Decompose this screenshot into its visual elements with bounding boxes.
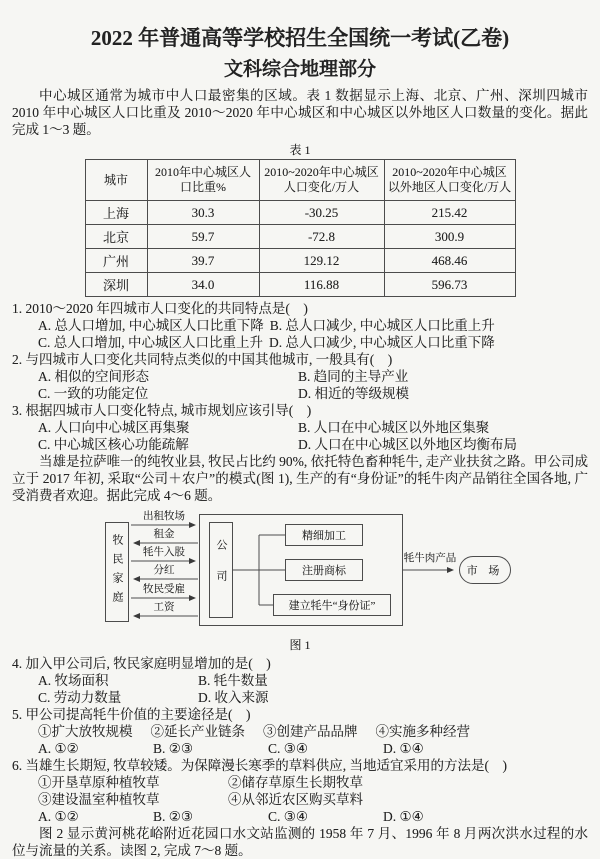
question-5-sub-items <box>12 723 588 740</box>
question-1 <box>12 300 588 351</box>
flow-label-dividend: 分红 <box>153 565 175 576</box>
table-cell: 59.7 <box>147 225 259 249</box>
flow-label-rent: 租金 <box>153 529 175 540</box>
flow-label-rent-out-pasture: 出租牧场 <box>143 511 185 522</box>
figure-1-caption: 图 1 <box>289 638 311 652</box>
question-5-sub-3: ③创建产品品牌 <box>263 724 358 739</box>
intro-paragraph-2: 当雄是拉萨唯一的纯牧业县, 牧民占比约 90%, 依托特色畜种牦牛, 走产业扶贫之路。甲公司成立于 2017 年初, 采取“公司＋农户”的模式(图 1), 生产的有“身份证”的牦牛肉产品销往全国各地, 广受消费者欢迎。据此完成 4～6 题。 <box>12 454 588 503</box>
question-5-stem: 5. 甲公司提高牦牛价值的主要途径是( ) <box>12 707 251 722</box>
page-title: 2022 年普通高等学校招生全国统一考试(乙卷) <box>90 26 510 50</box>
table-cell: 北京 <box>85 225 147 249</box>
process-trademark-box: 注册商标 <box>285 559 363 581</box>
question-6-sub-2: ②储存草原生长期牧草 <box>228 775 363 790</box>
question-1-stem: 1. 2010～2020 年四城市人口变化的共同特点是( ) <box>12 301 308 316</box>
question-4-option-a: A. 牧场面积 <box>38 673 109 688</box>
question-2-option-a: A. 相似的空间形态 <box>38 369 149 384</box>
table-cell: 300.9 <box>384 225 515 249</box>
question-5-option-d: D. ①④ <box>383 741 424 756</box>
table-cell: 广州 <box>85 249 147 273</box>
table-cell: 129.12 <box>259 249 384 273</box>
question-6-sub-4: ④从邻近农区购买草料 <box>228 792 363 807</box>
question-1-option-a: A. 总人口增加, 中心城区人口比重下降 <box>38 318 264 333</box>
product-arrow-label: 牦牛肉产品 <box>403 553 457 564</box>
question-5-option-a: A. ①② <box>38 741 79 756</box>
table-cell: 34.0 <box>147 273 259 297</box>
question-3-option-b: B. 人口在中心城区以外地区集聚 <box>298 420 490 435</box>
flow-label-wages: 工资 <box>153 602 175 613</box>
question-4 <box>12 655 588 706</box>
table-cell: 468.46 <box>384 249 515 273</box>
question-2-stem: 2. 与四城市人口变化共同特点类似的中国其他城市, 一般具有( ) <box>12 352 393 367</box>
figure-1 <box>12 508 588 653</box>
question-4-option-b: B. 牦牛数量 <box>198 673 268 688</box>
question-3-stem: 3. 根据四城市人口变化特点, 城市规划应该引导( ) <box>12 403 312 418</box>
table-cell: 39.7 <box>147 249 259 273</box>
intro-paragraph-3: 图 2 显示黄河桃花峪附近花园口水文站监测的 1958 年 7 月、1996 年 8 月两次洪水过程的水位与流量的关系。读图 2, 完成 7～8 题。 <box>12 826 588 858</box>
question-4-stem: 4. 加入甲公司后, 牧民家庭明显增加的是( ) <box>12 656 271 671</box>
question-5-sub-1: ①扩大放牧规模 <box>38 724 133 739</box>
question-1-options <box>12 317 588 351</box>
question-5-sub-2: ②延长产业链条 <box>150 724 245 739</box>
table-cell: -72.8 <box>259 225 384 249</box>
table-header-central-change: 2010~2020年中心城区人口变化/万人 <box>259 160 384 201</box>
question-2 <box>12 351 588 402</box>
question-3 <box>12 402 588 453</box>
question-3-option-a: A. 人口向中心城区再集聚 <box>38 420 190 435</box>
question-6 <box>12 757 588 825</box>
herder-family-label: 牧民家庭 <box>111 534 123 610</box>
table-cell: 深圳 <box>85 273 147 297</box>
question-5-options <box>12 740 588 757</box>
question-6-option-b: B. ②③ <box>153 809 193 824</box>
company-herder-flow-diagram <box>85 508 515 634</box>
question-2-option-c: C. 一致的功能定位 <box>38 386 149 401</box>
question-1-option-d: D. 总人口减少, 中心城区人口比重下降 <box>269 335 495 350</box>
question-1-option-c: C. 总人口增加, 中心城区人口比重上升 <box>38 335 264 350</box>
table-1 <box>85 159 516 297</box>
question-6-option-d: D. ①④ <box>383 809 424 824</box>
intro-paragraph-1: 中心城区通常为城市中人口最密集的区域。表 1 数据显示上海、北京、广州、深圳四城市 2010 年中心城区人口比重及 2010～2020 年中心城区和中心城区以外地区人口数量的变化。据此完成 1～3 题。 <box>12 88 588 137</box>
flow-label-yak-shares: 牦牛入股 <box>143 547 185 558</box>
question-2-option-b: B. 趋同的主导产业 <box>298 369 409 384</box>
question-6-sub-1: ①开垦草原种植牧草 <box>38 775 160 790</box>
question-4-option-d: D. 收入来源 <box>198 690 269 705</box>
table-row <box>85 249 515 273</box>
question-4-options <box>12 672 588 706</box>
company-box <box>209 522 233 618</box>
question-6-options <box>12 808 588 825</box>
question-6-option-a: A. ①② <box>38 809 79 824</box>
table-row <box>85 225 515 249</box>
question-5 <box>12 706 588 757</box>
process-fine-processing-box: 精细加工 <box>285 524 363 546</box>
table-cell: 596.73 <box>384 273 515 297</box>
flow-label-herders-employed: 牧民受雇 <box>143 584 185 595</box>
table-header-row <box>85 160 515 201</box>
table-cell: 215.42 <box>384 201 515 225</box>
question-5-option-c: C. ③④ <box>268 741 308 756</box>
table-header-city: 城市 <box>85 160 147 201</box>
question-1-option-b: B. 总人口减少, 中心城区人口比重上升 <box>269 318 495 333</box>
question-6-sub-3: ③建设温室种植牧草 <box>38 792 160 807</box>
table-row <box>85 201 515 225</box>
question-6-option-c: C. ③④ <box>268 809 308 824</box>
table-row <box>85 273 515 297</box>
question-3-options <box>12 419 588 453</box>
question-5-option-b: B. ②③ <box>153 741 193 756</box>
herder-family-box <box>105 522 129 622</box>
question-3-option-d: D. 人口在中心城区以外地区均衡布局 <box>298 437 517 452</box>
question-4-option-c: C. 劳动力数量 <box>38 690 122 705</box>
question-2-options <box>12 368 588 402</box>
question-5-sub-4: ④实施多种经营 <box>375 724 470 739</box>
company-label: 公司 <box>215 539 227 601</box>
table-cell: 上海 <box>85 201 147 225</box>
table-1-caption: 表 1 <box>289 143 311 157</box>
process-yak-id-box: 建立牦牛“身份证” <box>273 594 391 616</box>
table-cell: 116.88 <box>259 273 384 297</box>
table-cell: -30.25 <box>259 201 384 225</box>
question-2-option-d: D. 相近的等级规模 <box>298 386 409 401</box>
table-cell: 30.3 <box>147 201 259 225</box>
question-6-sub-items <box>12 774 588 808</box>
table-header-outer-change: 2010~2020年中心城区以外地区人口变化/万人 <box>384 160 515 201</box>
market-box: 市 场 <box>459 556 511 584</box>
question-3-option-c: C. 中心城区核心功能疏解 <box>38 437 189 452</box>
page-subtitle: 文科综合地理部分 <box>223 59 376 80</box>
question-6-stem: 6. 当雄生长期短, 牧草较矮。为保障漫长寒季的草料供应, 当地适宜采用的方法是( ) <box>12 758 507 773</box>
table-header-share-2010: 2010年中心城区人口比重% <box>147 160 259 201</box>
